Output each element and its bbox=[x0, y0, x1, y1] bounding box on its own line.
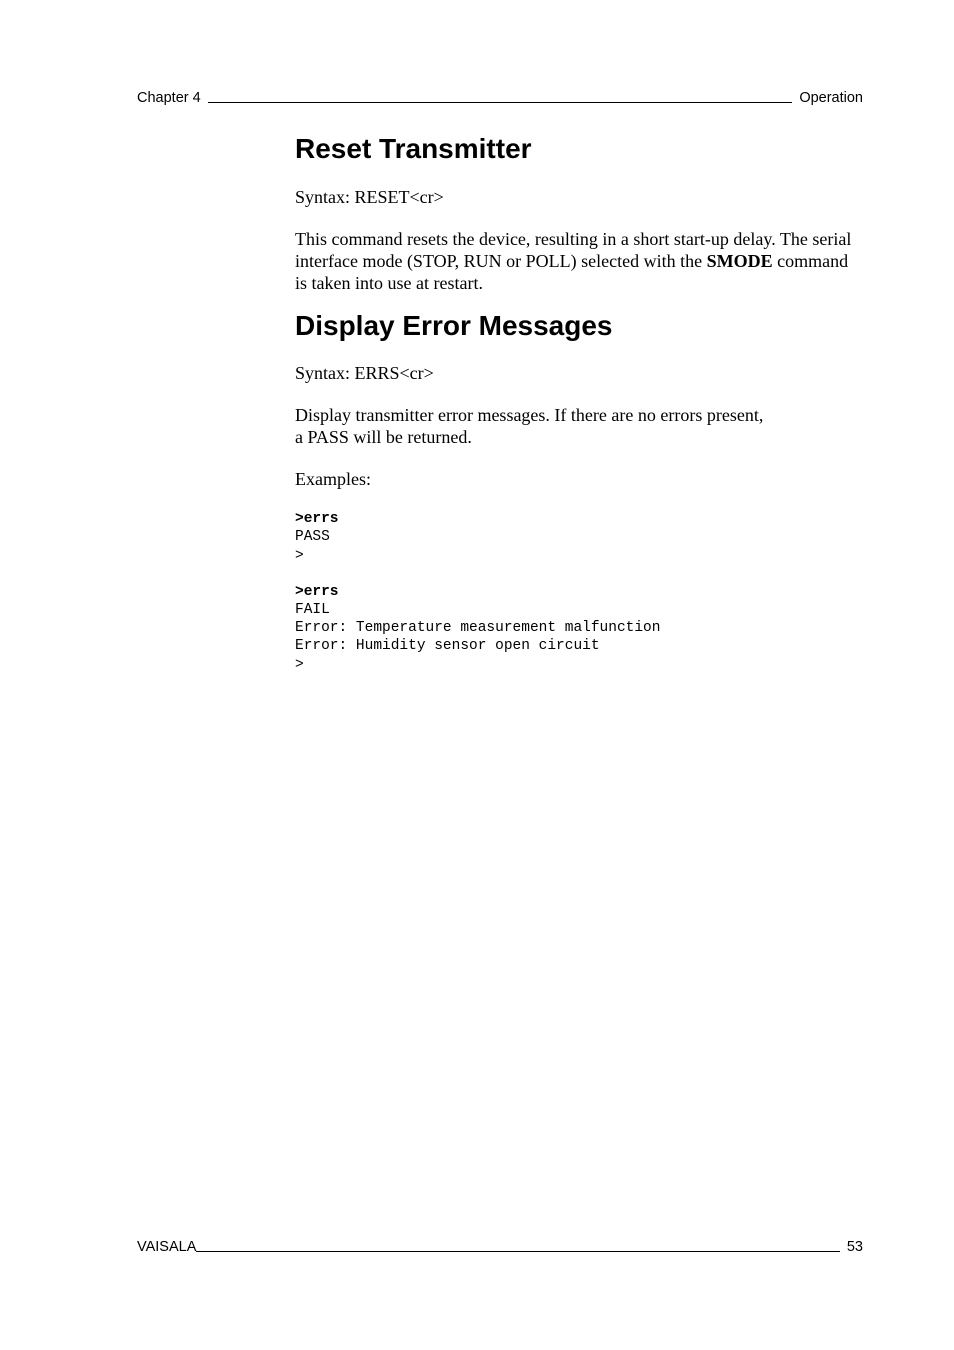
errs-heading: Display Error Messages bbox=[295, 309, 613, 341]
errs-desc-line2: a PASS will be returned. bbox=[295, 427, 472, 448]
page-footer bbox=[137, 1239, 863, 1255]
smode-command: SMODE bbox=[706, 250, 773, 271]
header-section: Operation bbox=[799, 90, 863, 106]
errs-desc-line1: Display transmitter error messages. If there are no errors present, bbox=[295, 405, 764, 426]
example-1-prompt: > bbox=[295, 547, 304, 564]
header-chapter: Chapter 4 bbox=[137, 90, 201, 106]
example-2-prompt: > bbox=[295, 656, 304, 673]
example-2-command: >errs bbox=[295, 583, 339, 600]
example-1-code bbox=[295, 510, 863, 565]
reset-desc-end: command is taken into use at restart. bbox=[295, 250, 849, 293]
footer-company: VAISALA bbox=[137, 1239, 197, 1255]
example-2-output-line: FAIL bbox=[295, 602, 330, 618]
examples-label: Examples: bbox=[295, 469, 371, 490]
page-header bbox=[137, 90, 863, 106]
example-1-output-line: PASS bbox=[295, 529, 330, 546]
example-1-command: >errs bbox=[295, 511, 339, 528]
reset-syntax: Syntax: RESET<cr> bbox=[295, 186, 444, 207]
page-content bbox=[295, 132, 863, 674]
errs-syntax: Syntax: ERRS<cr> bbox=[295, 363, 434, 384]
reset-heading: Reset Transmitter bbox=[295, 133, 532, 164]
page-number: 53 bbox=[846, 1239, 863, 1255]
footer-rule bbox=[196, 1251, 839, 1252]
example-2-output-line: Error: Temperature measurement malfunction bbox=[295, 620, 661, 637]
example-2-output-line: Error: Humidity sensor open circuit bbox=[295, 638, 600, 655]
example-2-code bbox=[295, 583, 863, 674]
errs-description bbox=[295, 404, 863, 448]
reset-desc-start: This command resets the device, resulting in a short start-up delay. The serial interface mode (STOP, RUN or POLL) selected with the bbox=[295, 228, 852, 271]
reset-description bbox=[295, 228, 863, 294]
header-rule bbox=[208, 102, 793, 103]
